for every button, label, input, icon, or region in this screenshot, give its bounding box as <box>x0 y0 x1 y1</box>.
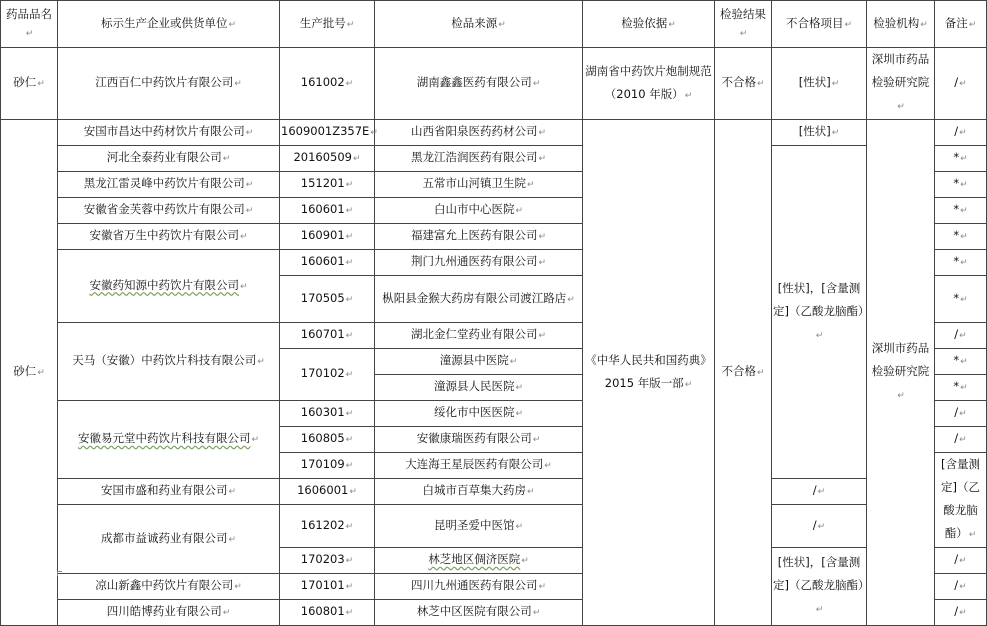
manufacturer-cell: 天马（安徽）中药饮片科技有限公司↵ <box>58 323 280 401</box>
remark-cell: /↵ <box>935 574 987 600</box>
institution-cell: 深圳市药品检验研究院↵ <box>867 48 935 120</box>
result-cell: 不合格↵ <box>715 120 772 626</box>
source-cell: 枞阳县金猴大药房有限公司渡江路店↵ <box>375 276 583 323</box>
source-cell: 大连海王星辰医药有限公司↵ <box>375 453 583 479</box>
source-cell: 白山市中心医院↵ <box>375 198 583 224</box>
manufacturer-cell: 安徽省万生中药饮片有限公司↵ <box>58 224 280 250</box>
source-cell: 五常市山河镇卫生院↵ <box>375 172 583 198</box>
remark-cell: /↵ <box>935 427 987 453</box>
remark-cell: /↵ <box>935 120 987 146</box>
batch-cell: 160601↵ <box>280 198 375 224</box>
source-cell: 林芝中区医院有限公司↵ <box>375 600 583 626</box>
remark-cell: /↵ <box>935 600 987 626</box>
table-row <box>1 505 987 548</box>
manufacturer-cell: 凉山新鑫中药饮片有限公司↵ <box>58 574 280 600</box>
remark-cell: /↵ <box>935 323 987 349</box>
batch-cell: 160601↵ <box>280 250 375 276</box>
batch-cell: 161002↵ <box>280 48 375 120</box>
manufacturer-cell: 安徽药知源中药饮片有限公司↵ <box>58 250 280 323</box>
source-cell: 湖南鑫鑫医药有限公司↵ <box>375 48 583 120</box>
manufacturer-cell: 黑龙江雷灵峰中药饮片有限公司↵ <box>58 172 280 198</box>
source-cell: 山西省阳泉医药药材公司↵ <box>375 120 583 146</box>
header-manufacturer: 标示生产企业或供货单位↵ <box>58 1 280 48</box>
result-cell: 不合格↵ <box>715 48 772 120</box>
source-cell: 福建富允上医药有限公司↵ <box>375 224 583 250</box>
table-row <box>1 48 987 120</box>
remark-cell: *↵ <box>935 349 987 375</box>
remark-cell: /↵ <box>935 401 987 427</box>
batch-cell: 160901↵ <box>280 224 375 250</box>
batch-cell: 151201↵ <box>280 172 375 198</box>
source-cell: 荆门九州通医药有限公司↵ <box>375 250 583 276</box>
batch-cell: 160701↵ <box>280 323 375 349</box>
batch-cell: 1606001↵ <box>280 479 375 505</box>
remark-cell: *↵ <box>935 375 987 401</box>
table-row <box>1 120 987 146</box>
remark-cell: /↵ <box>935 548 987 574</box>
remark-cell: *↵ <box>935 276 987 323</box>
source-cell: 安徽康瑞医药有限公司↵ <box>375 427 583 453</box>
basis-cell: 《中华人民共和国药典》2015 年版一部↵ <box>583 120 715 626</box>
remark-cell: /↵ <box>772 505 867 548</box>
manufacturer-cell: 江西百仁中药饮片有限公司↵ <box>58 48 280 120</box>
manufacturer-cell: 四川皓博药业有限公司↵ <box>58 600 280 626</box>
batch-cell: 170203↵ <box>280 548 375 574</box>
batch-cell: 161202↵ <box>280 505 375 548</box>
batch-cell: 170102↵ <box>280 349 375 401</box>
manufacturer-cell: 河北全泰药业有限公司↵ <box>58 146 280 172</box>
remark-cell: /↵ <box>772 479 867 505</box>
batch-cell: 160805↵ <box>280 427 375 453</box>
header-result: 检验结果↵ <box>715 1 772 48</box>
header-basis: 检验依据↵ <box>583 1 715 48</box>
source-cell: 潼源县人民医院↵ <box>375 375 583 401</box>
source-cell: 林芝地区倜济医院↵ <box>375 548 583 574</box>
header-row <box>1 1 987 48</box>
manufacturer-cell: 成都市益诚药业有限公司↵ <box>58 505 280 574</box>
institution-cell: 深圳市药品检验研究院↵ <box>867 120 935 626</box>
batch-cell: 170505↵ <box>280 276 375 323</box>
remark-cell: *↵ <box>935 146 987 172</box>
drug-name-cell: 砂仁↵ <box>1 48 58 120</box>
source-cell: 绥化市中医医院↵ <box>375 401 583 427</box>
remark-cell: *↵ <box>935 224 987 250</box>
failed-items-cell: [性状]，[含量测定]（乙酸龙脑酯）↵ <box>772 146 867 479</box>
header-failed-items: 不合格项目↵ <box>772 1 867 48</box>
failed-items-cell: [性状]，[含量测定]（乙酸龙脑酯）↵ <box>772 548 867 626</box>
header-batch: 生产批号↵ <box>280 1 375 48</box>
remark-cell: *↵ <box>935 250 987 276</box>
basis-cell: 湖南省中药饮片炮制规范（2010 年版）↵ <box>583 48 715 120</box>
batch-cell: 170109↵ <box>280 453 375 479</box>
manufacturer-cell: 安徽易元堂中药饮片科技有限公司↵ <box>58 401 280 479</box>
manufacturer-cell: 安国市昌达中药材饮片有限公司↵ <box>58 120 280 146</box>
header-drug-name: 药品品名↵ <box>1 1 58 48</box>
drug-name-cell: 砂仁↵ <box>1 120 58 626</box>
header-source: 检品来源↵ <box>375 1 583 48</box>
batch-cell: 160801↵ <box>280 600 375 626</box>
manufacturer-cell: 安国市盛和药业有限公司↵ <box>58 479 280 505</box>
remark-cell: *↵ <box>935 198 987 224</box>
header-remark: 备注↵ <box>935 1 987 48</box>
page-corner-marker <box>57 571 62 576</box>
remark-cell: /↵ <box>935 48 987 120</box>
remark-cell: *↵ <box>935 172 987 198</box>
source-cell: 昆明圣爱中医馆↵ <box>375 505 583 548</box>
manufacturer-cell: 安徽省金芙蓉中药饮片有限公司↵ <box>58 198 280 224</box>
source-cell: 四川九州通医药有限公司↵ <box>375 574 583 600</box>
batch-cell: 1609001Z357E↵ <box>280 120 375 146</box>
table-row <box>1 146 987 172</box>
source-cell: 潼源县中医院↵ <box>375 349 583 375</box>
table-row <box>1 479 987 505</box>
failed-items-cell: [含量测定]（乙酸龙脑酯）↵ <box>935 453 987 548</box>
header-institution: 检验机构↵ <box>867 1 935 48</box>
source-cell: 湖北金仁堂药业有限公司↵ <box>375 323 583 349</box>
batch-cell: 170101↵ <box>280 574 375 600</box>
batch-cell: 20160509↵ <box>280 146 375 172</box>
failed-items-cell: [性状]↵ <box>772 48 867 120</box>
source-cell: 黑龙江浩润医药有限公司↵ <box>375 146 583 172</box>
batch-cell: 160301↵ <box>280 401 375 427</box>
source-cell: 白城市百草集大药房↵ <box>375 479 583 505</box>
failed-items-cell: [性状]↵ <box>772 120 867 146</box>
